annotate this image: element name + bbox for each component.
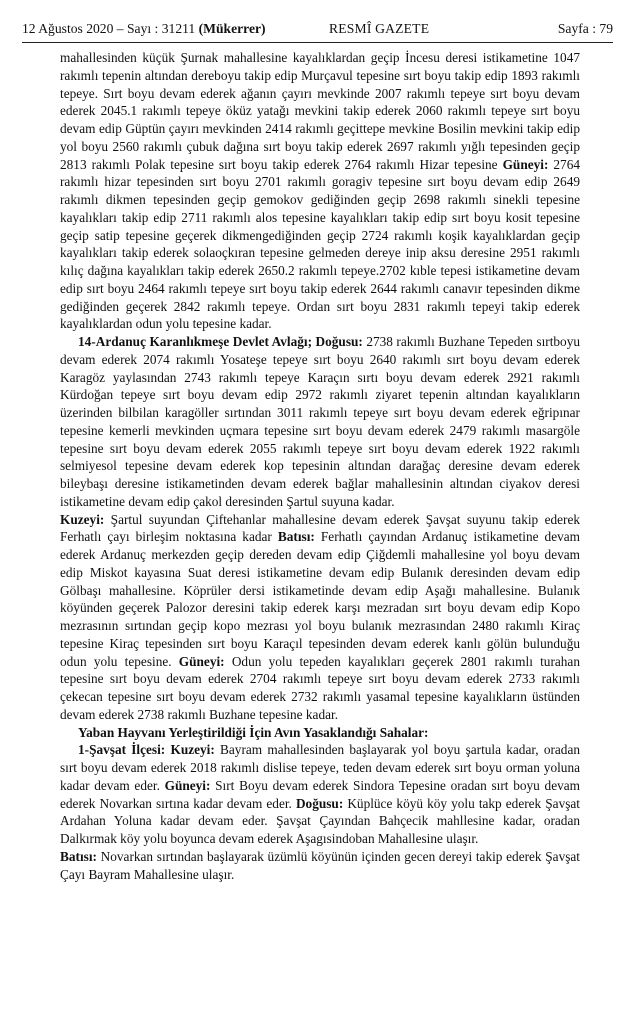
page-number: Sayfa : 79	[557, 21, 613, 36]
paragraph	[60, 848, 580, 884]
bold-heading: Yaban Hayvanı Yerleştirildiği İçin Avın Yasaklandığı Sahalar:	[78, 724, 429, 740]
paragraph	[60, 511, 580, 724]
header-divider	[22, 42, 613, 43]
bold-heading: Batısı:	[277, 529, 315, 545]
bold-heading: Doğusu:	[295, 795, 344, 811]
paragraph-text: Küplüce köyü köy yolu takp ederek Şavşat Ardahan Yoluna kadar devam eder. Şavşat Çayından Bahçecik mahllesine kadar, oradan Dalkırmak köy yolu boyunca devam ederek Aşagısindoban Mahallesine ulaşır.	[60, 795, 580, 846]
issue-date-number: 12 Ağustos 2020 – Sayı : 31211	[22, 21, 196, 36]
bold-heading: Güneyi:	[502, 156, 549, 172]
paragraph	[60, 333, 580, 511]
bold-heading: Güneyi:	[178, 653, 225, 669]
paragraph-text: Novarkan sırtından başlayarak üzümlü köyünün içinden gecen dereyi takip ederek Şavşat Çayı Bayram Mahallesine ulaşır.	[60, 848, 580, 882]
paragraph-text: 2738 rakımlı Buzhane Tepeden sırtboyu devam ederek 2074 rakımlı Yosateşe tepeye sırt boyu 2640 rakımlı sırt boyu devam ederek Karagöz yaylasından 2743 rakımlı tepeye Karaçın sırtı boyu devam ederek 2921 rakımlı Kürdoğan tepeye sırt boyu devam edip 2972 rakımlı ziyaret tepenin altından kayalıkların üzerinden bilbilan karagöller sırtından 3011 rakımlı tepeye sırt boyu devam ederek eğripınar tepesine kemerli mevkinden uçmara tepesine sırt boyu devam ederek 2479 rakımlı masargöle tepesine sırt boyu devam ederek 2055 rakımlı tepeye sırt boyu devam ederek 1922 rakımlı selmiyesol tepesine devam ederek kop tepesinin altından darağaç deresine devam ederek bileybaşı deresine istikametinden devam ederek bağlar mahallesinin altından ciyakov deresi istikametine devam edip çakol deresinden Şartul suyuna kadar.	[60, 334, 580, 509]
bold-heading: 1-Şavşat İlçesi: Kuzeyi:	[78, 742, 215, 758]
paragraph	[60, 49, 580, 333]
page-header	[22, 20, 613, 38]
gazette-name: RESMÎ GAZETE	[329, 21, 430, 36]
paragraph	[60, 724, 580, 742]
bold-heading: Kuzeyi:	[60, 511, 105, 527]
bold-heading: 14-Ardanuç Karanlıkmeşe Devlet Avlağı; Doğusu:	[78, 334, 363, 349]
paragraph-text: Odun yolu tepeden kayalıkları geçerek 2801 rakımlı turahan tepesine sırt boyu devam ederek 2704 rakımlı tepeye sırt boyu devam ederek 2733 rakımlı çekecan tepesine sırt boyu devam ederek 2732 rakımlı yasamal tepesine kayalıkların üstünden devam ederek 2738 rakımlı Buzhane tepesine kadar.	[60, 653, 580, 722]
bold-heading: Güneyi:	[164, 777, 211, 793]
document-body	[60, 49, 580, 883]
issue-info	[22, 20, 266, 38]
paragraph-text: Bayram mahallesinden başlayarak yol boyu şartula kadar, oradan sırt boyu devam ederek 2018 rakımlı dislise tepeye, teden devam ederek sırt boyu orman yoluna kadar devam eder.	[60, 742, 580, 793]
paragraph-text: 2764 rakımlı hizar tepesinden sırt boyu 2701 rakımlı goragiv tepesine sırt boyu devam edip 2649 rakımlı dikmen tepesinden geçip gemokov gediğinden geçip 2698 rakımlı sinekli tepesine kayalıkları takip edip 2711 rakımlı alos tepesine kayalıkları takip edip sırt boyu kosit tepesine geçip satip tepesine geçerek dikmengediğinden geçip 2724 rakımlı koşik kayalıklardan geçip kayalıkları takip ederek solaoçkıran tepesine gelmeden dereye inip aksu deresine 2951 rakımlı kılıç dağına kayalıkları takip ederek 2650.2 rakımlı tepeye.2702 kıble tepesi istikametine devam edip sırt boyu 2464 rakımlı tepeye sırt boyu takip ederek 2644 rakımlı canavır tepesinden dikme gediğinden geçerek 2842 rakımlı tepeye. Ordan sırt boyu 2831 rakımlı tepeyi takip ederek kayalıklardan odun yolu tepesine kadar.	[60, 156, 581, 332]
paragraph-text: Sırt Boyu devam ederek Sindora Tepesine oradan sırt boyu devam ederek Novarkan sırtına kadar devam eder.	[60, 777, 580, 811]
paragraph-text: Şartul suyundan Çiftehanlar mahallesine devam ederek Şavşat suyunu takip ederek Ferhatlı çayı birleşim noktasına kadar	[60, 511, 580, 545]
paragraph-text: mahallesinden küçük Şurnak mahallesine kayalıklardan geçip İncesu deresi istikametine 1047 rakımlı tepenin altından dereboyu takip edip Murçavul tepesine sırt boyu takip edip 1893 rakımlı tepeye. Sırt boyu devam ederek ağanın çayırı mevkinde 2007 rakımlı tepeye sırt boyu devam ederek 2045.1 rakımlı tepeye öküz yatağı mevkini takip ederek 2060 rakımlı tepeye sırt boyu devam edip Güptün çayırı mevkinden 2414 rakımlı geçittepe mevkine Bosilin mevkini takip edip yol boyu 2560 rakımlı çubuk dağına sırt boyu takip ederek 2697 rakımlı yığlı tepesinden geçip 2813 rakımlı Polak tepesine sırt boyu takip ederek 2764 rakımlı Hizar tepesine	[60, 50, 580, 172]
mukerrer-label: (Mükerrer)	[198, 21, 266, 36]
bold-heading: Batısı:	[60, 848, 97, 864]
paragraph	[60, 741, 580, 848]
paragraph-text: Ferhatlı çayından Ardanuç istikametine devam ederek Ardanuç merkezden geçip dereden devam edip Çiğdemli mahallesine yol boyu devam edip Miskot kayasına Suat deresi istikametine devam edip Bulanık deresinden devam edip Gölbaşı mahallesine. Köprüler dersi istikametinde devam edip Aşağı mahallesine. Bulanık köyünden geçerek Palozor deresini takip ederek karşı mezradan sırt boyu devam edip Kopo mezrasının sırtından geçip kopo mezrası yol boyu bulanık mezrasından 2480 rakımlı Kiraç tepesine Kiraç tepesinden sırt boyu Karaçıl tepesinden devam ederek kanlı gölün bulunduğu odun yolu tepesine.	[60, 529, 580, 669]
